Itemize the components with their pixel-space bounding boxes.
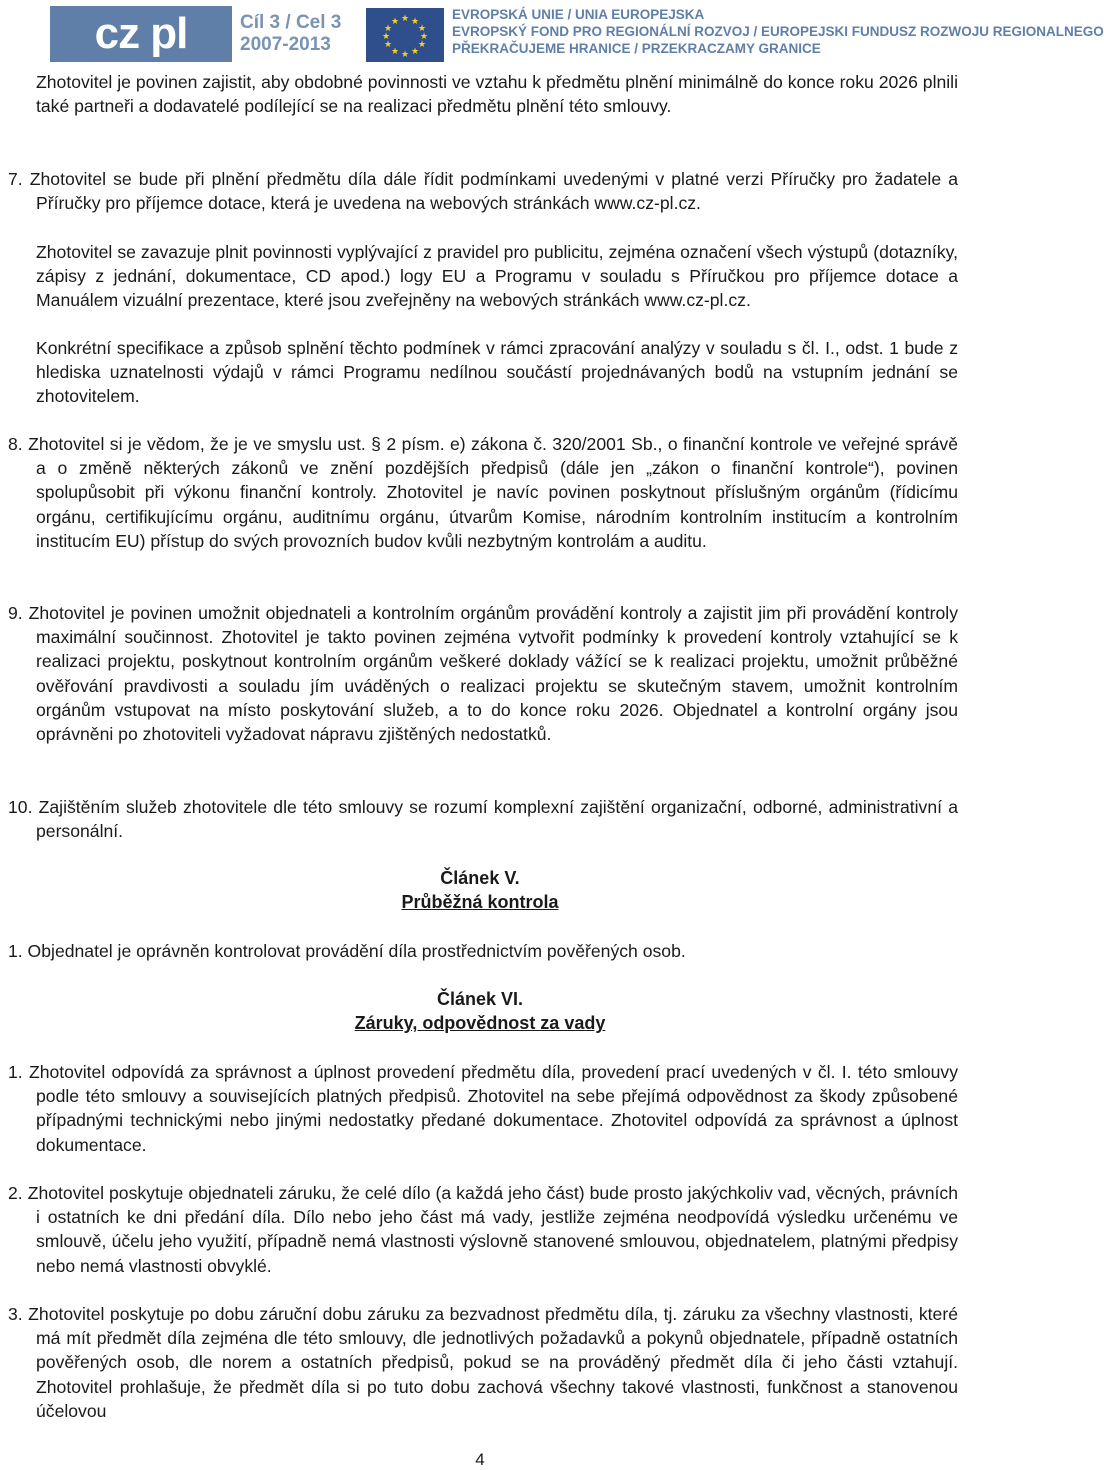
goal-label-line2: 2007-2013 [240,34,331,55]
eu-label-line1: EVROPSKÁ UNIE / UNIA EUROPEJSKA [452,7,705,22]
paragraph-7: 7. Zhotovitel se bude při plnění předmětu díla dále řídit podmínkami uvedenými v platné verzi Příručky pro žadatele a Příručky pro příjemce dotace, která je uvedena na webových stránkách www.cz-pl.cz. [8,169,958,214]
cz-pl-logo-mark: cz pl [50,6,232,62]
paragraph-8: 8. Zhotovitel si je vědom, že je ve smyslu ust. § 2 písm. e) zákona č. 320/2001 Sb., o finanční kontrole ve veřejné správě a o změně některých zákonů ve znění pozdějších předpisů (dále jen „zákon o finanční kontrole“), povinen spolupůsobit při výkonu finanční kontroly. Zhotovitel je navíc povinen poskytnout příslušným orgánům (řídicímu orgánu, certifikujícímu orgánu, auditnímu orgánu, útvarům Komise, národním kontrolním institucím a kontrolním institucím EU) přístup do svých provozních budov kvůli nezbytným kontrolám a auditu. [8,434,958,551]
svg-text:★: ★ [383,24,393,34]
svg-text:★: ★ [400,50,410,60]
paragraph-7-publicity: Zhotovitel se zavazuje plnit povinnosti vyplývající z pravidel pro publicitu, zejména označení všech výstupů (dotazníky, zápisy z jednání, dokumentace, CD apod.) logy EU a Programu v souladu s Příručkou pro příjemce dotace a Manuálem vizuální prezentace, které jsou zveřejněny na webových stránkách www.cz-pl.cz. [36,242,958,311]
eu-fund-label [452,6,1104,57]
svg-text:★: ★ [417,24,427,34]
svg-text:★: ★ [419,32,429,42]
article-6-paragraph-1: 1. Zhotovitel odpovídá za správnost a úplnost provedení předmětu díla, provedení prací uvedených v čl. I. této smlouvy podle této smlouvy a souvisejících platných předpisů. Zhotovitel na sebe přejímá odpovědnost za škody způsobené případnými technickými nebo jinými nedostatky předané dokumentace. Zhotovitel odpovídá za správnost a úplnost dokumentace. [8,1062,958,1155]
goal-label-line1: Cíl 3 / Cel 3 [240,12,342,33]
eu-flag-icon [366,8,444,62]
eu-label-line2: EVROPSKÝ FOND PRO REGIONÁLNÍ ROZVOJ / EUROPEJSKI FUNDUSZ ROZWOJU REGIONALNEGO [452,24,1104,39]
article-6-heading [0,987,960,1035]
article-6-paragraph-3: 3. Zhotovitel poskytuje po dobu záruční dobu záruku za bezvadnost předmětu díla, tj. záruku za všechny vlastnosti, které má mít předmět díla zejména dle této smlouvy, dle jednotlivých požadavků a pokynů objednatele, případně ostatních pověřených osob, dle norem a ostatních předpisů, pokud se na prováděný předmět díla či jeho části vztahují. Zhotovitel prohlašuje, že předmět díla si po tuto dobu zachová všechny takové vlastnosti, funkčnost a stanovenou účelovou [8,1304,958,1421]
article-6-paragraph-2: 2. Zhotovitel poskytuje objednateli záruku, že celé dílo (a každá jeho část) bude prosto jakýchkoliv vad, věcných, právních i ostatních ke dni předání díla. Dílo nebo jeho část má vady, jestliže zejména neodpovídá výsledku určenému ve smlouvě, účelu jeho využití, případně nemá vlastnosti výslovně stanovené smlouvou, objednatelem, platnými předpisy nebo nemá vlastnosti obvyklé. [8,1183,958,1276]
article-5-heading [0,866,960,914]
article-5-number: Článek V. [440,868,520,888]
svg-text:★: ★ [410,17,420,27]
svg-text:★: ★ [390,17,400,27]
page-number: 4 [475,1450,485,1469]
eu-label-line3: PŘEKRAČUJEME HRANICE / PRZEKRACZAMY GRANICE [452,41,821,56]
paragraph-9: 9. Zhotovitel je povinen umožnit objednateli a kontrolním orgánům provádění kontroly a zajistit jim při provádění kontroly maximální součinnost. Zhotovitel je takto povinen zejména vytvořit podmínky k provedení kontroly vztahující se k realizaci projektu, poskytnout kontrolním orgánům veškeré doklady vážící se k realizaci projektu, umožnit průběžné ověřování pravdivosti a souladu jím uváděných o realizaci projektu se skutečným stavem, umožnit kontrolním orgánům vstupovat na místo poskytování služeb, a to do konce roku 2026. Objednatel a kontrolní orgány jsou oprávněni po zhotoviteli vyžadovat nápravu zjištěných nedostatků. [8,603,958,745]
paragraph-10: 10. Zajištěním služeb zhotovitele dle této smlouvy se rozumí komplexní zajištění organizační, odborné, administrativní a personální. [8,797,958,842]
goal-label [240,12,341,56]
svg-text:★: ★ [400,14,410,24]
svg-text:★: ★ [381,32,391,42]
article-5-title: Průběžná kontrola [401,892,559,913]
article-6-number: Článek VI. [436,989,524,1009]
paragraph-7-specification: Konkrétní specifikace a způsob splnění těchto podmínek v rámci zpracování analýzy v souladu s čl. I., odst. 1 bude z hlediska uznatelnosti výdajů v rámci Programu nedílnou součástí projednávaných bodů na vstupním jednání se zhotovitelem. [36,338,958,407]
cz-pl-logo [50,6,360,62]
svg-text:★: ★ [410,47,420,57]
svg-text:★: ★ [390,47,400,57]
paragraph-intro: Zhotovitel je povinen zajistit, aby obdobné povinnosti ve vztahu k předmětu plnění minimálně do konce roku 2026 plnili také partneři a dodavatelé podílející se na realizaci předmětu plnění této smlouvy. [36,72,958,117]
svg-text:★: ★ [417,40,427,50]
page-header [0,0,1104,68]
article-5-paragraph-1: 1. Objednatel je oprávněn kontrolovat provádění díla prostřednictvím pověřených osob. [8,941,686,961]
article-6-title: Záruky, odpovědnost za vady [354,1013,606,1034]
svg-text:★: ★ [383,40,393,50]
